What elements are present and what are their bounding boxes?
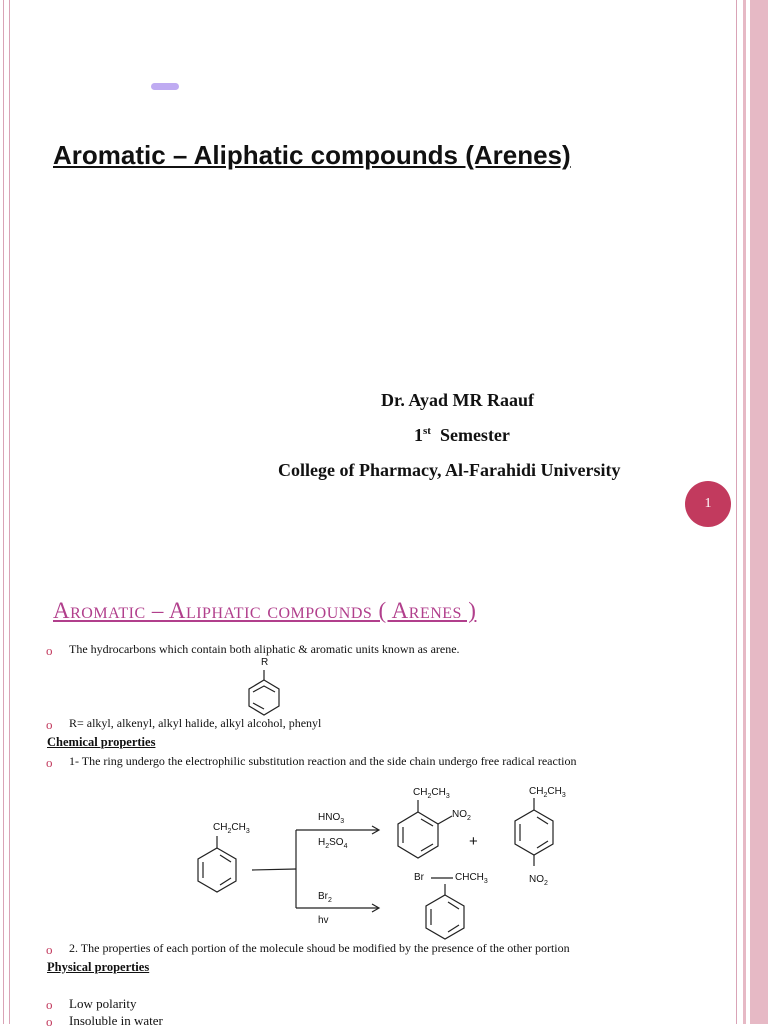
slide-1-title: Aromatic – Aliphatic compounds (Arenes) (53, 140, 571, 170)
bromination-product (426, 878, 464, 939)
slide-2-title: Aromatic – Aliphatic compounds ( Arenes ) (53, 598, 477, 623)
bullet-marker: o (46, 755, 53, 770)
semester-ordinal: st (423, 425, 431, 437)
reagent-h2so4: $H_2SO_4$ (318, 837, 348, 850)
para-nitro-product (515, 798, 553, 866)
physical-item-low-polarity: Low polarity (69, 996, 137, 1011)
reagent-hno3: $HNO_3$ (318, 812, 345, 825)
r-benzene-structure (249, 670, 279, 715)
college-name: College of Pharmacy, Al-Farahidi University (278, 460, 621, 480)
reaction-arrows (252, 826, 379, 912)
bullet-definition: The hydrocarbons which contain both aliphatic & aromatic units known as arene. (69, 642, 460, 656)
bullet-marker: o (46, 643, 53, 658)
bullet-r-groups: R= alkyl, alkenyl, alkyl halide, alkyl alcohol, phenyl (69, 716, 322, 730)
reagent-br2: $Br_2$ (318, 891, 332, 904)
bullet-portion-properties: 2. The properties of each portion of the molecule shoud be modified by the presence of the other portion (69, 941, 570, 955)
bullet-marker: o (46, 717, 53, 732)
reactant-group: $CH_2CH_3$ (213, 822, 250, 835)
bullet-marker: o (46, 942, 53, 957)
physical-item-insoluble: Insoluble in water (69, 1013, 163, 1028)
ortho-product-group: $CH_2CH_3$ (413, 787, 450, 800)
ethylbenzene-structure (198, 836, 236, 892)
physical-properties-heading: Physical properties (47, 960, 150, 974)
reagent-hv: hv (318, 915, 329, 926)
bullet-marker: o (46, 997, 53, 1012)
bullet-marker: o (46, 1014, 53, 1029)
semester-number: 1 (414, 425, 423, 445)
para-product-group: $CH_2CH_3$ (529, 786, 566, 799)
bullet-reactions: 1- The ring undergo the electrophilic substitution reaction and the side chain undergo free radical reaction (69, 754, 577, 768)
chemical-properties-heading: Chemical properties (47, 735, 156, 749)
bromo-product-br: Br (414, 872, 424, 883)
plus-sign: + (469, 833, 478, 850)
ortho-nitro-product (398, 800, 452, 858)
author-name: Dr. Ayad MR Raauf (381, 390, 535, 410)
bromo-product-chain: $CHCH_3$ (455, 872, 488, 885)
semester-word: Semester (439, 425, 510, 445)
para-product-no2: $NO_2$ (529, 874, 548, 887)
page-number-badge: 1 (685, 481, 731, 527)
ortho-product-no2: $NO_2$ (452, 809, 471, 822)
structure-r-label: R (261, 657, 269, 668)
